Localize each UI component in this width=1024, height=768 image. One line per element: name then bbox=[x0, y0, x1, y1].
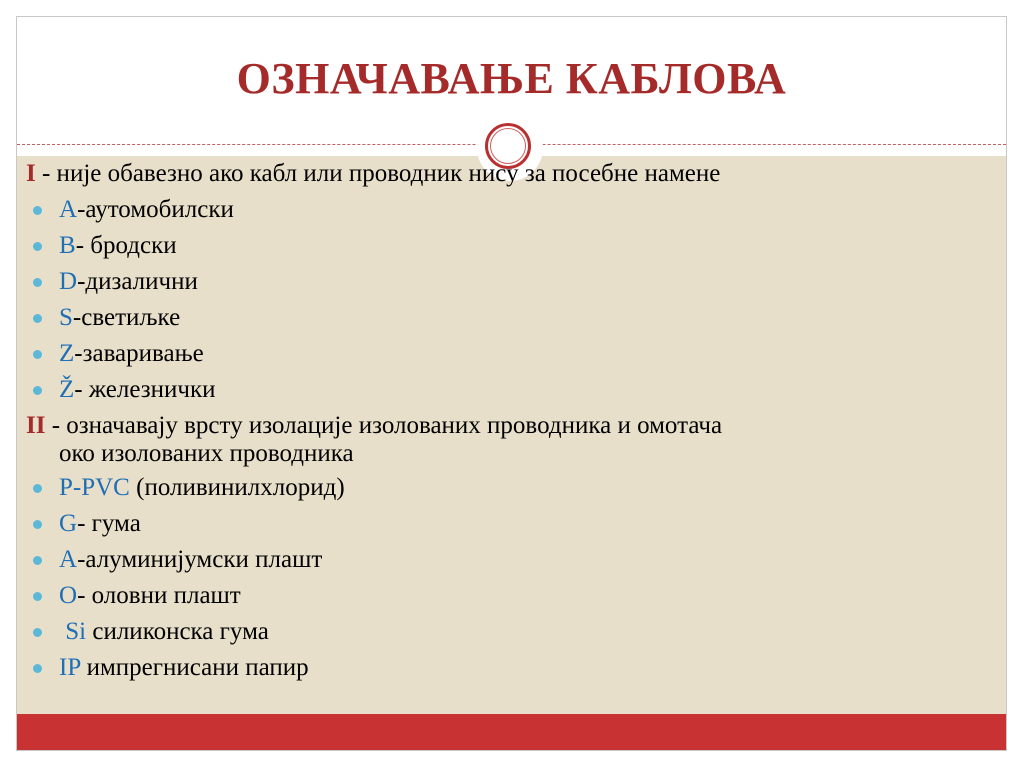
section-heading-2 bbox=[26, 408, 976, 466]
roman-numeral: I bbox=[26, 160, 36, 187]
bullet-icon bbox=[33, 350, 42, 359]
section-heading-continuation: око изолованих проводника bbox=[59, 440, 354, 467]
bullet-icon bbox=[33, 664, 42, 673]
list-item bbox=[26, 192, 976, 228]
list-item bbox=[26, 578, 976, 614]
item-code: IP bbox=[59, 654, 81, 681]
item-code: A bbox=[59, 546, 78, 573]
list-item bbox=[26, 372, 976, 408]
list-item bbox=[26, 650, 976, 686]
bullet-icon bbox=[33, 206, 42, 215]
bullet-icon bbox=[33, 242, 42, 251]
list-item bbox=[26, 264, 976, 300]
item-code: Z bbox=[59, 340, 75, 367]
item-text: -заваривање bbox=[74, 340, 204, 367]
item-code: G bbox=[59, 510, 78, 537]
bullet-icon bbox=[33, 556, 42, 565]
list-item bbox=[26, 300, 976, 336]
item-code: Si bbox=[59, 618, 87, 645]
item-text: - гума bbox=[77, 510, 141, 537]
item-text: силиконска гума bbox=[86, 618, 269, 645]
item-text: - железнички bbox=[74, 376, 216, 403]
item-text: -дизалични bbox=[77, 268, 198, 295]
item-text: -аутомобилски bbox=[77, 196, 234, 223]
bullet-icon bbox=[33, 386, 42, 395]
roman-numeral: II bbox=[26, 412, 46, 439]
bullet-icon bbox=[33, 484, 42, 493]
list-item bbox=[26, 336, 976, 372]
item-code: B bbox=[59, 232, 76, 259]
content-list bbox=[26, 156, 976, 686]
item-code: S bbox=[59, 304, 73, 331]
bullet-icon bbox=[33, 314, 42, 323]
list-item bbox=[26, 228, 976, 264]
item-text: - бродски bbox=[75, 232, 177, 259]
item-text: (поливинилхлорид) bbox=[129, 474, 345, 501]
item-code: A bbox=[59, 196, 78, 223]
bottom-bar bbox=[17, 714, 1006, 751]
section-heading-1 bbox=[26, 156, 976, 192]
list-item bbox=[26, 506, 976, 542]
item-code: Ž bbox=[59, 376, 75, 403]
item-code: P-PVC bbox=[59, 474, 130, 501]
bullet-icon bbox=[33, 520, 42, 529]
list-item bbox=[26, 614, 976, 650]
slide-title: ОЗНАЧАВАЊЕ КАБЛОВА bbox=[236, 54, 787, 103]
list-item bbox=[26, 470, 976, 506]
item-code: O bbox=[59, 582, 78, 609]
bullet-icon bbox=[33, 592, 42, 601]
bullet-icon bbox=[33, 278, 42, 287]
bullet-icon bbox=[33, 628, 42, 637]
item-text: -светиљке bbox=[72, 304, 181, 331]
item-text: -алуминијумски плашт bbox=[77, 546, 323, 573]
list-item bbox=[26, 542, 976, 578]
section-heading-text: - није обавезно ако кабл или проводник нису за посебне намене bbox=[35, 160, 721, 187]
item-code: D bbox=[59, 268, 78, 295]
section-heading-text: - означавају врсту изолације изолованих проводника и омотача bbox=[45, 412, 723, 439]
item-text: импрегнисани папир bbox=[80, 654, 309, 681]
item-text: - оловни плашт bbox=[77, 582, 241, 609]
